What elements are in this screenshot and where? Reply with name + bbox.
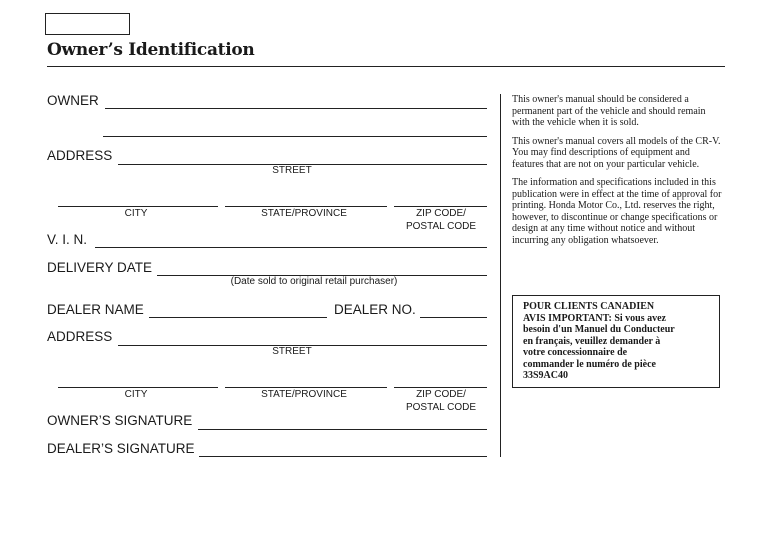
dealer-street-caption: STREET — [272, 346, 312, 357]
dealer-name-label: DEALER NAME — [47, 302, 144, 317]
sidebar-text — [512, 94, 722, 253]
page-title: Owner’s Identification — [47, 40, 255, 60]
state-caption: STATE/PROVINCE — [261, 208, 347, 219]
address-zip-line[interactable] — [394, 206, 487, 207]
owner-signature-label: OWNER’S SIGNATURE — [47, 413, 193, 428]
dealer-state-caption: STATE/PROVINCE — [261, 389, 347, 400]
dealer-zip-caption-line1: ZIP CODE/ — [416, 389, 466, 400]
notice-line-6: commander le numéro de pièce — [523, 358, 656, 370]
delivery-date-label: DELIVERY DATE — [47, 260, 153, 275]
dealer-city-caption: CITY — [124, 389, 148, 400]
column-divider — [500, 94, 501, 457]
owner-line-2[interactable] — [103, 136, 487, 137]
street-caption: STREET — [272, 165, 312, 176]
title-rule — [47, 66, 725, 67]
dealer-zip-caption-line2: POSTAL CODE — [405, 402, 476, 413]
owner-label: OWNER — [47, 93, 99, 108]
address-state-line[interactable] — [225, 206, 387, 207]
dealer-signature-label: DEALER’S SIGNATURE — [47, 441, 195, 456]
vin-label: V. I. N. — [47, 232, 88, 247]
dealer-no-line[interactable] — [420, 317, 487, 318]
notice-line-5: votre concessionnaire de — [523, 347, 628, 358]
header-tab-box — [45, 13, 130, 35]
delivery-date-caption: (Date sold to original retail purchaser) — [230, 276, 398, 287]
sidebar-paragraph-2: This owner's manual covers all models of the CR-V. You may find descriptions of equipment and features that are not on your particular vehicle. — [512, 135, 721, 170]
city-caption: CITY — [124, 208, 148, 219]
notice-line-1: POUR CLIENTS CANADIEN — [523, 301, 655, 312]
canadian-notice-box — [512, 295, 720, 388]
address-city-line[interactable] — [58, 206, 218, 207]
notice-line-7: 33S9AC40 — [523, 370, 569, 381]
address-label: ADDRESS — [47, 148, 113, 163]
zip-caption-line2: POSTAL CODE — [405, 221, 476, 232]
sidebar-paragraph-1: This owner's manual should be considered a permanent part of the vehicle and should remain with the vehicle when it is sold. — [512, 94, 706, 128]
notice-line-2: AVIS IMPORTANT: Si vous avez — [523, 312, 666, 324]
dealer-address-city-line[interactable] — [58, 387, 218, 388]
owner-signature-line[interactable] — [198, 429, 487, 430]
dealer-address-zip-line[interactable] — [394, 387, 487, 388]
sidebar-paragraph-3: The information and specifications included in this publication were in effect at the time of approval for printing. Honda Motor Co., Ltd. reserves the right, however, to discontinue or change specifications or design at any time without notice and without incurring any obligation whatsoever. — [512, 177, 722, 246]
notice-line-3: besoin d'un Manuel du Conducteur — [523, 324, 675, 335]
notice-line-4: en français, veuillez demander à — [523, 335, 661, 347]
vin-line[interactable] — [95, 247, 487, 248]
dealer-address-state-line[interactable] — [225, 387, 387, 388]
dealer-no-label: DEALER NO. — [334, 302, 416, 317]
zip-caption-line1: ZIP CODE/ — [416, 208, 466, 219]
owner-line-1[interactable] — [105, 108, 487, 109]
dealer-name-line[interactable] — [149, 317, 327, 318]
dealer-signature-line[interactable] — [199, 456, 487, 457]
dealer-address-label: ADDRESS — [47, 329, 113, 344]
